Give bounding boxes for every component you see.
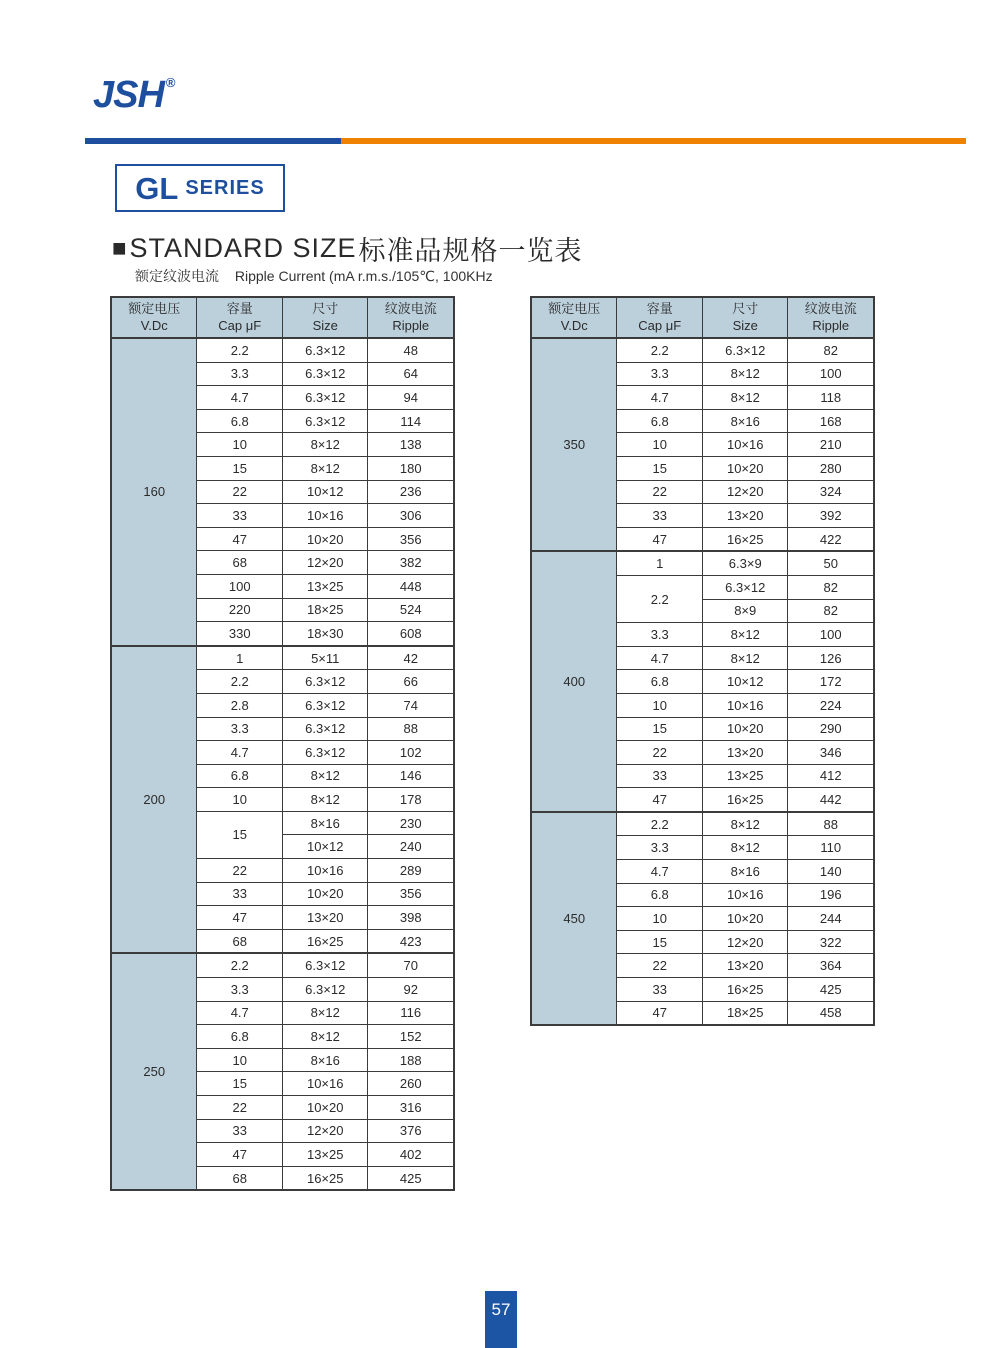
size-cell: 6.3×12 <box>702 575 788 599</box>
size-cell: 18×25 <box>702 1001 788 1025</box>
table-row <box>111 953 454 977</box>
series-name: GL <box>135 170 179 206</box>
size-cell: 6.3×12 <box>282 338 368 362</box>
cap-cell: 22 <box>617 741 703 765</box>
cap-cell: 15 <box>197 1072 283 1096</box>
ripple-cell: 398 <box>368 906 454 930</box>
ripple-current-note-zh: 额定纹波电流 <box>135 268 219 284</box>
cap-cell: 47 <box>617 788 703 812</box>
size-cell: 16×25 <box>282 929 368 953</box>
ripple-cell: 524 <box>368 598 454 622</box>
ripple-cell: 126 <box>788 646 874 670</box>
ripple-cell: 64 <box>368 362 454 386</box>
ripple-cell: 146 <box>368 764 454 788</box>
cap-cell: 6.8 <box>617 409 703 433</box>
column-header-ripple-zh: 纹波电流 <box>804 300 857 316</box>
ripple-cell: 168 <box>788 409 874 433</box>
size-cell: 10×16 <box>282 859 368 883</box>
size-cell: 8×12 <box>702 646 788 670</box>
column-header-voltage <box>531 297 617 338</box>
size-cell: 6.3×12 <box>282 693 368 717</box>
cap-cell: 2.2 <box>197 670 283 694</box>
ripple-cell: 114 <box>368 409 454 433</box>
ripple-cell: 322 <box>788 930 874 954</box>
column-header-ripple-en: Ripple <box>392 317 430 333</box>
table-header <box>531 297 874 338</box>
ripple-cell: 118 <box>788 386 874 410</box>
column-header-voltage-zh: 额定电压 <box>128 300 181 316</box>
cap-cell: 4.7 <box>617 646 703 670</box>
size-cell: 10×16 <box>282 504 368 528</box>
cap-cell: 2.2 <box>617 338 703 362</box>
series-suffix: SERIES <box>185 177 265 199</box>
cap-cell: 4.7 <box>197 1001 283 1025</box>
size-cell: 13×25 <box>282 574 368 598</box>
column-header-cap-en: Cap μF <box>638 317 682 333</box>
cap-cell: 220 <box>197 598 283 622</box>
cap-cell: 10 <box>197 788 283 812</box>
ripple-current-note <box>135 266 493 286</box>
cap-cell: 33 <box>197 504 283 528</box>
cap-cell: 22 <box>197 859 283 883</box>
size-cell: 18×25 <box>282 598 368 622</box>
size-cell: 6.3×12 <box>282 717 368 741</box>
cap-cell: 47 <box>617 527 703 551</box>
size-cell: 8×9 <box>702 599 788 623</box>
size-cell: 10×20 <box>282 527 368 551</box>
ripple-cell: 412 <box>788 764 874 788</box>
size-cell: 10×20 <box>702 456 788 480</box>
ripple-cell: 66 <box>368 670 454 694</box>
cap-cell: 2.2 <box>617 812 703 836</box>
cap-cell: 3.3 <box>197 978 283 1002</box>
size-cell: 13×20 <box>702 954 788 978</box>
column-header-size <box>702 297 788 338</box>
cap-cell: 15 <box>617 717 703 741</box>
cap-cell: 2.8 <box>197 693 283 717</box>
ripple-cell: 188 <box>368 1048 454 1072</box>
size-cell: 12×20 <box>282 1119 368 1143</box>
cap-cell: 10 <box>617 693 703 717</box>
ripple-cell: 82 <box>788 338 874 362</box>
cap-cell: 4.7 <box>197 386 283 410</box>
size-cell: 10×16 <box>702 693 788 717</box>
column-header-ripple <box>788 297 874 338</box>
ripple-cell: 608 <box>368 622 454 646</box>
ripple-cell: 346 <box>788 741 874 765</box>
voltage-cell: 200 <box>111 646 197 954</box>
cap-cell: 47 <box>617 1001 703 1025</box>
header-rule <box>85 138 966 144</box>
ripple-cell: 102 <box>368 741 454 765</box>
ripple-cell: 425 <box>368 1166 454 1190</box>
cap-cell: 22 <box>617 480 703 504</box>
page-number: 57 <box>491 1300 511 1319</box>
size-cell: 8×12 <box>282 788 368 812</box>
page-number-badge <box>485 1291 517 1348</box>
ripple-cell: 260 <box>368 1072 454 1096</box>
voltage-cell: 450 <box>531 812 617 1025</box>
size-cell: 10×20 <box>282 1096 368 1120</box>
table-row <box>531 338 874 362</box>
ripple-cell: 392 <box>788 504 874 528</box>
ripple-cell: 50 <box>788 551 874 575</box>
ripple-cell: 82 <box>788 599 874 623</box>
square-bullet-icon: ■ <box>112 234 128 262</box>
voltage-group-400 <box>531 551 874 812</box>
cap-cell: 33 <box>197 882 283 906</box>
ripple-cell: 364 <box>788 954 874 978</box>
voltage-cell: 400 <box>531 551 617 812</box>
cap-cell: 6.8 <box>617 670 703 694</box>
ripple-cell: 376 <box>368 1119 454 1143</box>
ripple-cell: 224 <box>788 693 874 717</box>
cap-cell: 3.3 <box>617 623 703 647</box>
ripple-cell: 196 <box>788 883 874 907</box>
voltage-group-250 <box>111 953 454 1190</box>
ripple-cell: 244 <box>788 907 874 931</box>
cap-cell: 22 <box>197 1096 283 1120</box>
cap-cell: 330 <box>197 622 283 646</box>
ripple-cell: 442 <box>788 788 874 812</box>
cap-cell: 3.3 <box>617 362 703 386</box>
size-cell: 16×25 <box>702 527 788 551</box>
column-header-size <box>282 297 368 338</box>
ripple-cell: 70 <box>368 953 454 977</box>
cap-cell: 4.7 <box>197 741 283 765</box>
page-title-en: STANDARD SIZE <box>129 233 357 263</box>
cap-cell: 15 <box>617 456 703 480</box>
cap-cell: 33 <box>617 504 703 528</box>
size-cell: 10×16 <box>702 433 788 457</box>
column-header-cap <box>197 297 283 338</box>
series-badge <box>115 164 285 212</box>
ripple-cell: 100 <box>788 362 874 386</box>
ripple-cell: 100 <box>788 623 874 647</box>
size-cell: 6.3×12 <box>282 953 368 977</box>
cap-cell: 15 <box>617 930 703 954</box>
size-cell: 6.3×12 <box>282 741 368 765</box>
size-cell: 13×20 <box>702 741 788 765</box>
size-cell: 10×16 <box>282 1072 368 1096</box>
cap-cell: 2.2 <box>197 338 283 362</box>
size-cell: 5×11 <box>282 646 368 670</box>
size-cell: 8×12 <box>702 812 788 836</box>
ripple-cell: 240 <box>368 835 454 859</box>
column-header-size-zh: 尺寸 <box>312 300 339 316</box>
size-cell: 8×16 <box>702 409 788 433</box>
cap-cell: 68 <box>197 929 283 953</box>
column-header-voltage-zh: 额定电压 <box>548 300 601 316</box>
size-cell: 8×12 <box>702 386 788 410</box>
size-cell: 6.3×12 <box>282 362 368 386</box>
size-cell: 8×12 <box>702 362 788 386</box>
ripple-cell: 178 <box>368 788 454 812</box>
cap-cell: 47 <box>197 1143 283 1167</box>
cap-cell: 3.3 <box>197 717 283 741</box>
ripple-cell: 92 <box>368 978 454 1002</box>
spec-table-right-container <box>530 296 875 1026</box>
ripple-cell: 423 <box>368 929 454 953</box>
column-header-cap-en: Cap μF <box>218 317 262 333</box>
cap-cell: 6.8 <box>197 764 283 788</box>
spec-table-left <box>110 296 455 1191</box>
cap-cell: 100 <box>197 574 283 598</box>
cap-cell: 3.3 <box>617 836 703 860</box>
size-cell: 6.3×9 <box>702 551 788 575</box>
size-cell: 13×25 <box>282 1143 368 1167</box>
cap-cell: 47 <box>197 906 283 930</box>
table-row <box>531 551 874 575</box>
page-title <box>112 229 583 268</box>
size-cell: 6.3×12 <box>282 386 368 410</box>
cap-cell: 10 <box>197 433 283 457</box>
ripple-cell: 116 <box>368 1001 454 1025</box>
ripple-cell: 152 <box>368 1025 454 1049</box>
cap-cell: 68 <box>197 551 283 575</box>
ripple-cell: 458 <box>788 1001 874 1025</box>
size-cell: 18×30 <box>282 622 368 646</box>
cap-cell: 10 <box>197 1048 283 1072</box>
spec-table-right <box>530 296 875 1026</box>
voltage-group-450 <box>531 812 874 1025</box>
ripple-cell: 382 <box>368 551 454 575</box>
size-cell: 10×12 <box>282 835 368 859</box>
size-cell: 10×20 <box>702 717 788 741</box>
size-cell: 8×12 <box>282 1025 368 1049</box>
cap-cell: 2.2 <box>617 575 703 622</box>
ripple-cell: 88 <box>368 717 454 741</box>
voltage-group-200 <box>111 646 454 954</box>
cap-cell: 2.2 <box>197 953 283 977</box>
ripple-cell: 290 <box>788 717 874 741</box>
cap-cell: 33 <box>617 764 703 788</box>
size-cell: 6.3×12 <box>282 409 368 433</box>
column-header-cap-zh: 容量 <box>226 300 253 316</box>
column-header-voltage-en: V.Dc <box>140 317 168 333</box>
ripple-cell: 402 <box>368 1143 454 1167</box>
size-cell: 10×12 <box>282 480 368 504</box>
column-header-voltage <box>111 297 197 338</box>
ripple-cell: 324 <box>788 480 874 504</box>
size-cell: 13×20 <box>702 504 788 528</box>
cap-cell: 6.8 <box>197 409 283 433</box>
size-cell: 6.3×12 <box>282 670 368 694</box>
size-cell: 8×12 <box>282 1001 368 1025</box>
ripple-cell: 82 <box>788 575 874 599</box>
size-cell: 8×12 <box>282 433 368 457</box>
ripple-cell: 316 <box>368 1096 454 1120</box>
ripple-cell: 138 <box>368 433 454 457</box>
ripple-cell: 74 <box>368 693 454 717</box>
column-header-cap-zh: 容量 <box>646 300 673 316</box>
cap-cell: 6.8 <box>617 883 703 907</box>
voltage-cell: 160 <box>111 338 197 646</box>
column-header-ripple-en: Ripple <box>812 317 850 333</box>
ripple-cell: 140 <box>788 860 874 884</box>
size-cell: 10×20 <box>702 907 788 931</box>
table-row <box>111 646 454 670</box>
size-cell: 6.3×12 <box>282 978 368 1002</box>
size-cell: 10×20 <box>282 882 368 906</box>
voltage-cell: 350 <box>531 338 617 551</box>
cap-cell: 22 <box>617 954 703 978</box>
ripple-current-note-en: Ripple Current (mA r.m.s./105℃, 100KHz <box>234 268 493 284</box>
column-header-cap <box>617 297 703 338</box>
size-cell: 13×20 <box>282 906 368 930</box>
size-cell: 13×25 <box>702 764 788 788</box>
cap-cell: 3.3 <box>197 362 283 386</box>
column-header-size-en: Size <box>732 317 758 333</box>
ripple-cell: 289 <box>368 859 454 883</box>
size-cell: 16×25 <box>282 1166 368 1190</box>
ripple-cell: 180 <box>368 456 454 480</box>
ripple-cell: 48 <box>368 338 454 362</box>
table-row <box>531 812 874 836</box>
cap-cell: 4.7 <box>617 386 703 410</box>
voltage-cell: 250 <box>111 953 197 1190</box>
ripple-cell: 230 <box>368 811 454 835</box>
voltage-group-160 <box>111 338 454 646</box>
cap-cell: 33 <box>197 1119 283 1143</box>
size-cell: 12×20 <box>282 551 368 575</box>
ripple-cell: 422 <box>788 527 874 551</box>
size-cell: 6.3×12 <box>702 338 788 362</box>
size-cell: 10×16 <box>702 883 788 907</box>
cap-cell: 10 <box>617 433 703 457</box>
size-cell: 8×12 <box>282 764 368 788</box>
cap-cell: 4.7 <box>617 860 703 884</box>
size-cell: 8×16 <box>702 860 788 884</box>
size-cell: 8×12 <box>282 456 368 480</box>
cap-cell: 1 <box>197 646 283 670</box>
table-row <box>111 338 454 362</box>
size-cell: 16×25 <box>702 978 788 1002</box>
cap-cell: 47 <box>197 527 283 551</box>
column-header-ripple <box>368 297 454 338</box>
size-cell: 8×12 <box>702 836 788 860</box>
cap-cell: 22 <box>197 480 283 504</box>
size-cell: 12×20 <box>702 930 788 954</box>
column-header-voltage-en: V.Dc <box>560 317 588 333</box>
ripple-cell: 210 <box>788 433 874 457</box>
cap-cell: 1 <box>617 551 703 575</box>
voltage-group-350 <box>531 338 874 551</box>
cap-cell: 15 <box>197 811 283 858</box>
column-header-size-zh: 尺寸 <box>732 300 759 316</box>
registered-trademark-icon: ® <box>165 75 176 91</box>
ripple-cell: 94 <box>368 386 454 410</box>
ripple-cell: 306 <box>368 504 454 528</box>
ripple-cell: 356 <box>368 527 454 551</box>
brand-logo <box>93 76 174 114</box>
size-cell: 8×12 <box>702 623 788 647</box>
cap-cell: 68 <box>197 1166 283 1190</box>
spec-table-left-container <box>110 296 455 1191</box>
brand-logo-text: JSH <box>93 74 164 116</box>
column-header-ripple-zh: 纹波电流 <box>384 300 437 316</box>
page-title-zh: 标准品规格一览表 <box>358 236 583 266</box>
ripple-cell: 236 <box>368 480 454 504</box>
cap-cell: 6.8 <box>197 1025 283 1049</box>
table-header-row <box>531 297 874 338</box>
header-rule-orange-segment <box>341 138 966 144</box>
ripple-cell: 42 <box>368 646 454 670</box>
table-header-row <box>111 297 454 338</box>
size-cell: 8×16 <box>282 811 368 835</box>
ripple-cell: 110 <box>788 836 874 860</box>
cap-cell: 10 <box>617 907 703 931</box>
ripple-cell: 356 <box>368 882 454 906</box>
cap-cell: 33 <box>617 978 703 1002</box>
column-header-size-en: Size <box>312 317 338 333</box>
header-rule-blue-segment <box>85 138 341 144</box>
size-cell: 10×12 <box>702 670 788 694</box>
ripple-cell: 280 <box>788 456 874 480</box>
ripple-cell: 172 <box>788 670 874 694</box>
size-cell: 16×25 <box>702 788 788 812</box>
size-cell: 12×20 <box>702 480 788 504</box>
ripple-cell: 425 <box>788 978 874 1002</box>
ripple-cell: 448 <box>368 574 454 598</box>
cap-cell: 15 <box>197 456 283 480</box>
ripple-cell: 88 <box>788 812 874 836</box>
table-header <box>111 297 454 338</box>
size-cell: 8×16 <box>282 1048 368 1072</box>
